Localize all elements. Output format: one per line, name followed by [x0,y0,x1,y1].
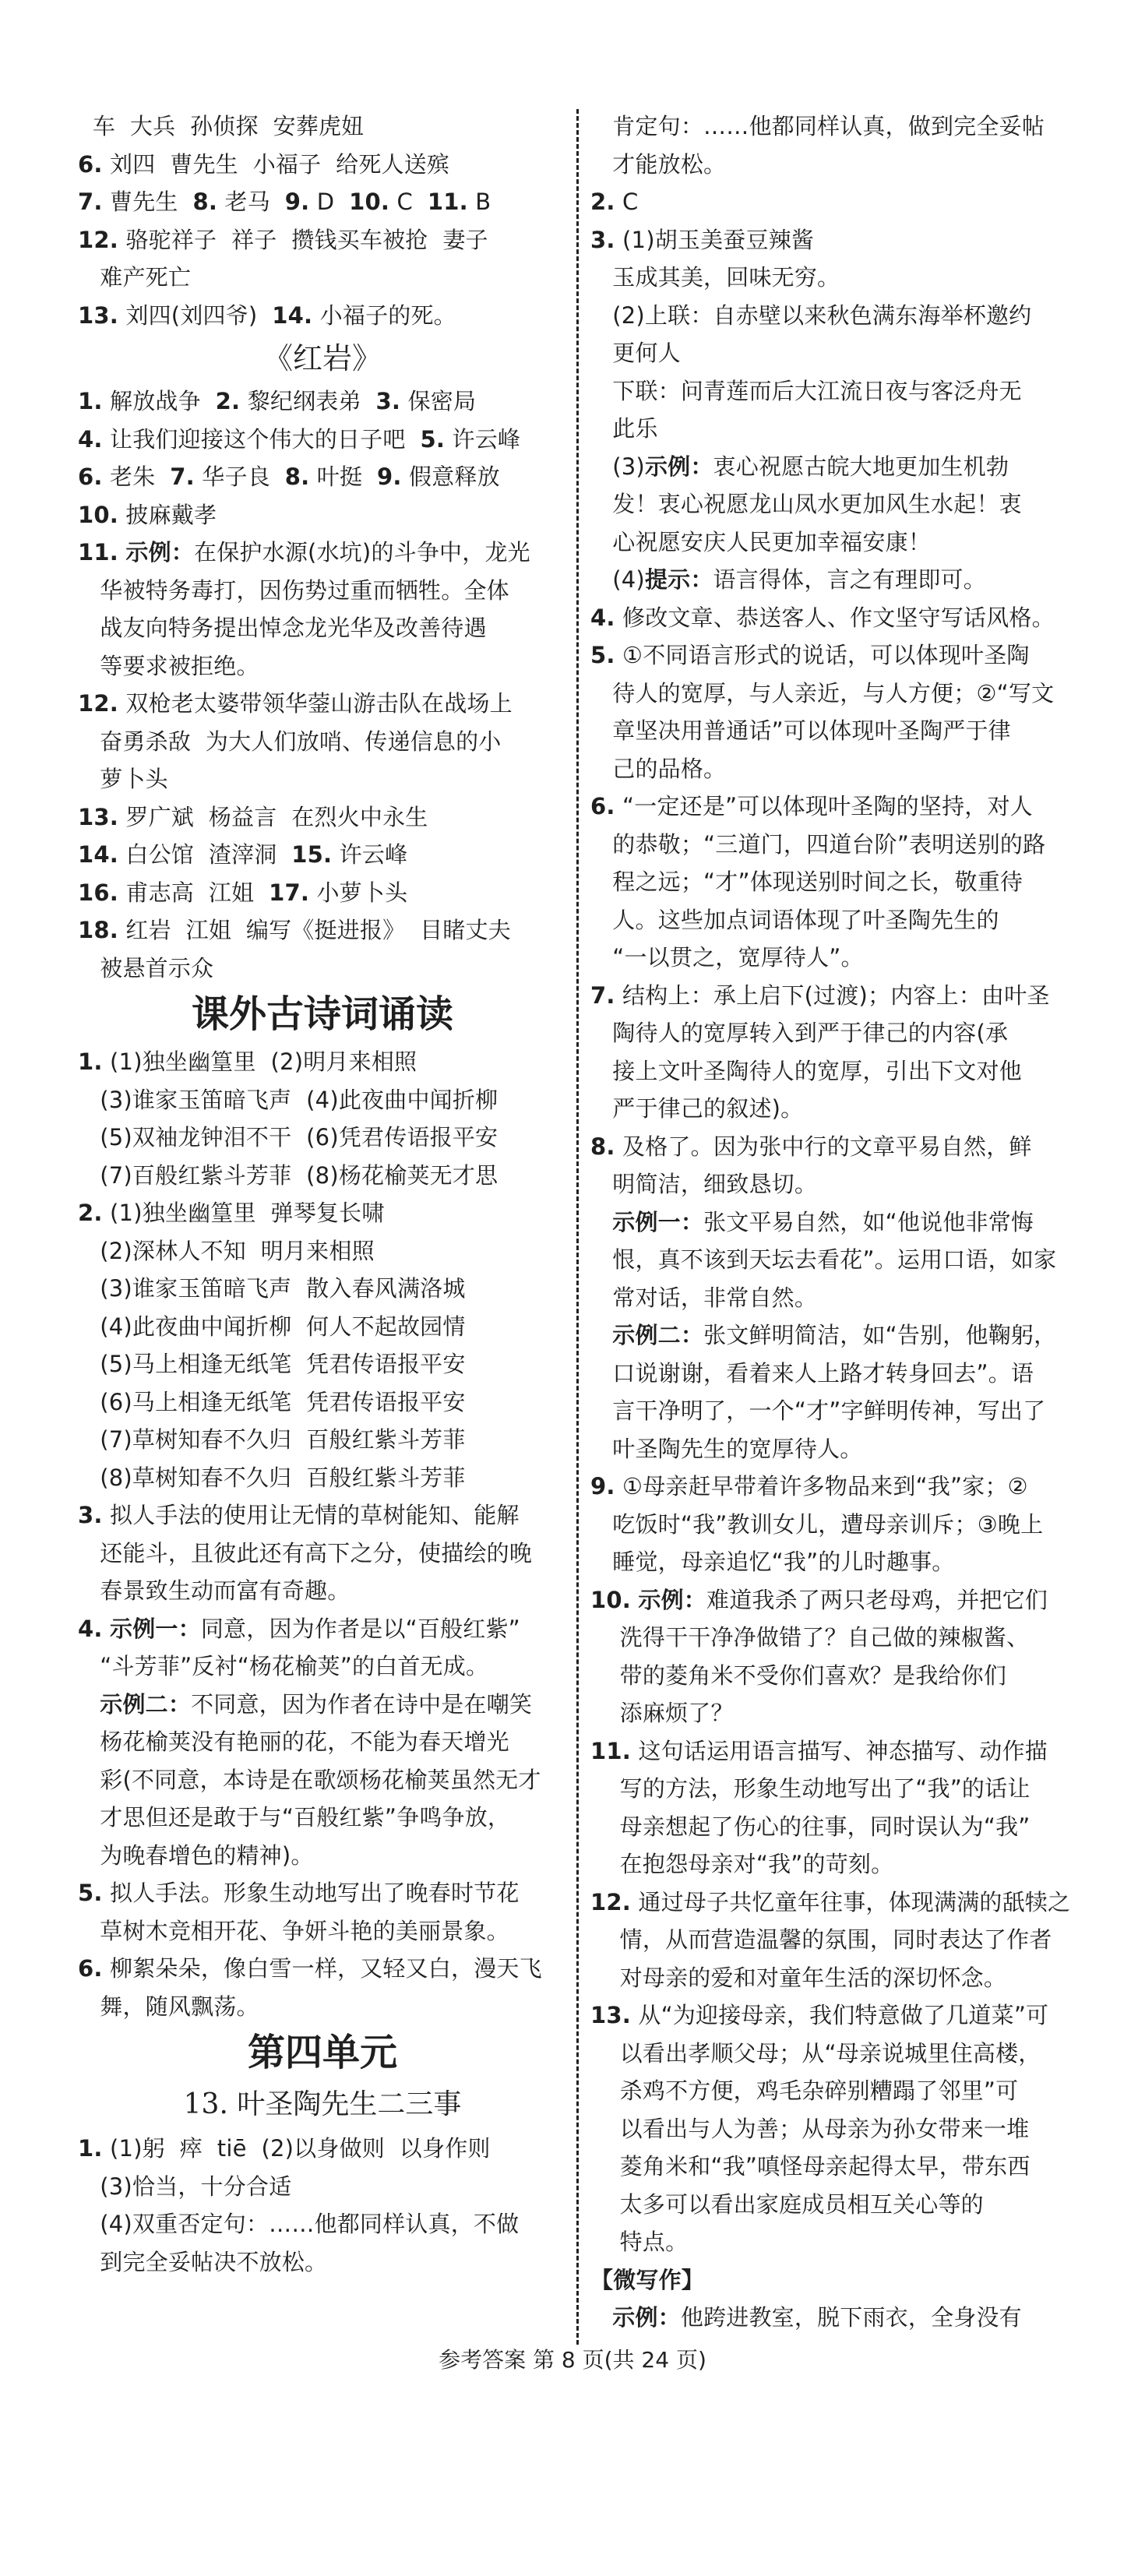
left-line-14: 等要求被拒绝。 [78,652,259,679]
right-line-23: 7. 结构上：承上启下(过渡)；内容上：由叶圣 [590,981,1050,1009]
left-line-45: 为晚春增色的精神)。 [78,1841,314,1869]
left-line-43: 彩(不同意，本诗是在歌颂杨花榆荚虽然无才 [78,1766,541,1793]
left-line-32: (5)马上相逢无纸笔 凭君传语报平安 [78,1351,466,1377]
left-line-15: 12. 双枪老太婆带领华蓥山游击队在战场上 [78,690,513,717]
right-line-57: 【微写作】 [590,2266,705,2293]
left-line-22: 被悬首示众 [78,954,214,981]
right-line-9: (3)示例：衷心祝愿古皖大地更加生机勃 [590,453,1009,480]
right-line-50: 13. 从“为迎接母亲，我们特意做了几道菜”可 [590,2002,1049,2028]
left-line-9: 6. 老朱 7. 华子良 8. 叶挺 9. 假意释放 [78,463,500,490]
right-line-47: 12. 通过母子共忆童年往事，体现满满的舐犊之 [590,1888,1071,1915]
right-line-43: 11. 这句话运用语言描写、神态描写、动作描 [590,1737,1048,1764]
right-line-17: 己的品格。 [590,755,727,782]
left-column [78,107,567,2281]
left-line-18: 13. 罗广斌 杨益言 在烈火中永生 [78,803,428,830]
left-line-3: 12. 骆驼祥子 祥子 攒钱买车被抢 妻子 [78,226,488,253]
left-line-36: 3. 拟人手法的使用让无情的草树能知、能解 [78,1502,520,1528]
right-line-31: 常对话，非常自然。 [590,1284,818,1311]
left-line-21: 18. 红岩 江姐 编写《挺进报》 目睹丈夫 [78,917,511,943]
left-line-2: 7. 曹先生 8. 老马 9. D 10. C 11. B [78,189,491,215]
left-line-5: 13. 刘四(刘四爷) 14. 小福子的死。 [78,301,456,329]
right-line-2: 2. C [590,189,639,215]
right-line-34: 言干净明了，一个“才”字鲜明传神，写出了 [590,1397,1046,1424]
page-footer: 参考答案 第 8 页(共 24 页) [439,2347,706,2373]
left-line-46: 5. 拟人手法。形象生动地写出了晚春时节花 [78,1880,520,1906]
left-line-7: 1. 解放战争 2. 黎纪纲表弟 3. 保密局 [78,388,477,414]
left-line-48: 6. 柳絮朵朵，像白雪一样，又轻又白，漫天飞 [78,1955,542,1982]
right-line-53: 以看出与人为善；从母亲为孙女带来一堆 [590,2115,1030,2142]
left-line-29: (2)深林人不知 明月来相照 [78,1237,375,1264]
right-line-29: 示例一：张文平易自然，如“他说他非常悔 [612,1208,1034,1235]
right-column [590,107,1080,2337]
right-line-4: 玉成其美，回味无穷。 [590,264,840,291]
right-line-3: 3. (1)胡玉美蚕豆辣酱 [590,226,815,253]
left-line-26: (5)双袖龙钟泪不干 (6)凭君传语报平安 [78,1124,499,1151]
right-line-13: 4. 修改文章、恭送客人、作文坚守写话风格。 [590,604,1055,631]
right-line-48: 情，从而营造温馨的氛围，同时表达了作者 [590,1926,1052,1953]
column-divider [576,109,579,2345]
right-line-51: 以看出孝顺父母；从“母亲说城里住高楼， [590,2039,1041,2067]
right-line-37: 吃饭时“我”教训女儿，遭母亲训斥；③晚上 [590,1510,1044,1538]
right-line-28: 明简洁，细致恳切。 [590,1171,818,1197]
right-line-49: 对母亲的爱和对童年生活的深切怀念。 [590,1964,1007,1991]
right-line-40: 洗得干干净净做错了？自己做的辣椒酱、 [590,1624,1030,1651]
left-line-11: 11. 示例：在保护水源(水坑)的斗争中，龙光 [78,539,530,566]
left-line-12: 华被特务毒打，因伤势过重而牺牲。全体 [78,576,509,604]
right-line-35: 叶圣陶先生的宽厚待人。 [590,1435,863,1462]
left-line-25: (3)谁家玉笛暗飞声 (4)此夜曲中闻折柳 [78,1086,499,1113]
right-line-36: 9. ①母亲赶早带着许多物品来到“我”家；② [590,1473,1028,1499]
right-line-41: 带的菱角米不受你们喜欢？是我给你们 [590,1662,1007,1689]
right-line-32: 示例二：张文鲜明简洁，如“告别，他鞠躬， [612,1322,1057,1348]
right-line-39: 10. 示例：难道我杀了两只老母鸡，并把它们 [590,1586,1048,1613]
right-line-52: 杀鸡不方便，鸡毛杂碎别糟蹋了邻里”可 [590,2077,1019,2104]
left-line-49: 舞，随风飘荡。 [78,1993,259,2020]
right-line-24: 陶待人的宽厚转入到严于律己的内容(承 [590,1020,1009,1046]
left-line-8: 4. 让我们迎接这个伟大的日子吧 5. 许云峰 [78,425,521,453]
left-line-38: 春景致生动而富有奇趣。 [78,1577,351,1604]
right-line-15: 待人的宽厚，与人亲近，与人方便；②“写文 [590,679,1055,707]
right-line-44: 写的方法，形象生动地写出了“我”的话让 [590,1775,1030,1802]
right-line-25: 接上文叶圣陶待人的宽厚，引出下文对他 [590,1057,1022,1084]
left-line-0: 车 大兵 孙侦探 安葬虎妞 [78,113,365,139]
left-line-41: 示例二：不同意，因为作者在诗中是在嘲笑 [100,1690,533,1718]
right-line-26: 严于律己的叙述)。 [590,1095,804,1122]
right-line-22: “一以贯之，宽厚待人”。 [590,944,864,971]
right-line-7: 下联：问青莲而后大江流日夜与客泛舟无 [590,377,1022,404]
right-line-56: 特点。 [590,2229,689,2255]
left-line-44: 才思但还是敢于与“百般红紫”争鸣争放， [78,1804,511,1831]
left-line-10: 10. 披麻戴孝 [78,501,217,528]
left-line-6: 《红岩》 [262,341,382,375]
right-line-10: 发！衷心祝愿龙山凤水更加风生水起！衷 [590,491,1022,517]
left-line-24: 1. (1)独坐幽篁里 (2)明月来相照 [78,1048,417,1075]
left-line-20: 16. 甫志高 江姐 17. 小萝卜头 [78,879,408,906]
left-line-4: 难产死亡 [78,264,192,291]
right-line-46: 在抱怨母亲对“我”的苛刻。 [590,1851,894,1877]
right-line-45: 母亲想起了伤心的往事，同时误认为“我” [590,1813,1030,1840]
left-line-30: (3)谁家玉笛暗飞声 散入春风满洛城 [78,1275,466,1302]
left-line-13: 战友向特务提出悼念龙光华及改善待遇 [78,615,487,641]
right-line-11: 心祝愿安庆人民更加幸福安康！ [590,528,932,555]
right-line-6: 更何人 [590,340,681,366]
right-line-5: (2)上联：自赤壁以来秋色满东海举杯邀约 [590,301,1032,329]
left-line-55: 到完全妥帖决不放松。 [78,2248,328,2275]
left-line-34: (7)草树知春不久归 百般红紫斗芳菲 [78,1426,466,1453]
right-line-12: (4)提示：语言得体，言之有理即可。 [590,566,986,593]
left-line-33: (6)马上相逢无纸笔 凭君传语报平安 [78,1388,466,1415]
right-line-33: 口说谢谢，看着来人上路才转身回去”。语 [590,1359,1034,1387]
right-line-20: 程之远；“才”体现送别时间之长，敬重待 [590,869,1023,895]
right-line-21: 人。这些加点词语体现了叶圣陶先生的 [590,906,999,933]
left-line-31: (4)此夜曲中闻折柳 何人不起故园情 [78,1313,466,1340]
right-line-0: 肯定句：……他都同样认真，做到完全妥帖 [590,113,1045,139]
left-line-17: 萝卜头 [78,766,168,792]
left-line-1: 6. 刘四 曹先生 小福子 给死人送殡 [78,150,450,178]
left-line-52: 1. (1)躬 瘁 tiē (2)以身做则 以身作则 [78,2135,491,2162]
left-line-37: 还能斗，且彼此还有高下之分，使描绘的晚 [78,1539,533,1566]
left-line-42: 杨花榆荚没有艳丽的花，不能为春天增光 [78,1728,509,1755]
left-line-28: 2. (1)独坐幽篁里 弹琴复长啸 [78,1200,385,1226]
left-line-54: (4)双重否定句：……他都同样认真，不做 [78,2211,520,2237]
left-line-47: 草树木竞相开花、争妍斗艳的美丽景象。 [78,1917,509,1944]
left-line-23: 课外古诗词诵读 [191,992,453,1036]
right-line-58: 示例：他跨进教室，脱下雨衣，全身没有 [612,2304,1022,2331]
right-line-30: 恨，真不该到天坛去看花”。运用口语，如家 [590,1246,1057,1273]
right-line-18: 6. “一定还是”可以体现叶圣陶的坚持，对人 [590,793,1033,819]
right-line-42: 添麻烦了？ [590,1700,734,1726]
right-line-14: 5. ①不同语言形式的说话，可以体现叶圣陶 [590,642,1030,668]
left-line-27: (7)百般红紫斗芳菲 (8)杨花榆荚无才思 [78,1161,499,1189]
right-line-1: 才能放松。 [590,150,727,178]
left-line-40: “斗芳菲”反衬“杨花榆荚”的白首无成。 [78,1653,489,1679]
right-line-55: 太多可以看出家庭成员相互关心等的 [590,2190,984,2218]
left-line-16: 奋勇杀敌 为大人们放哨、传递信息的小 [78,728,502,755]
left-line-51: 13. 叶圣陶先生二三事 [183,2088,462,2120]
left-line-39: 4. 示例一：同意，因为作者是以“百般红紫” [78,1615,520,1642]
left-line-35: (8)草树知春不久归 百般红紫斗芳菲 [78,1464,466,1491]
left-line-50: 第四单元 [247,2031,397,2074]
right-line-16: 章坚决用普通话”可以体现叶圣陶严于律 [590,717,1011,744]
right-line-19: 的恭敬；“三道门，四道台阶”表明送别的路 [590,830,1046,858]
left-line-19: 14. 白公馆 渣滓洞 15. 许云峰 [78,841,408,868]
left-line-53: (3)恰当，十分合适 [78,2173,292,2200]
right-line-54: 菱角米和“我”嗔怪母亲起得太早，带东西 [590,2153,1030,2180]
right-line-27: 8. 及格了。因为张中行的文章平易自然，鲜 [590,1133,1032,1160]
right-line-38: 睡觉，母亲追忆“我”的儿时趣事。 [590,1549,955,1575]
right-line-8: 此乐 [590,415,658,442]
